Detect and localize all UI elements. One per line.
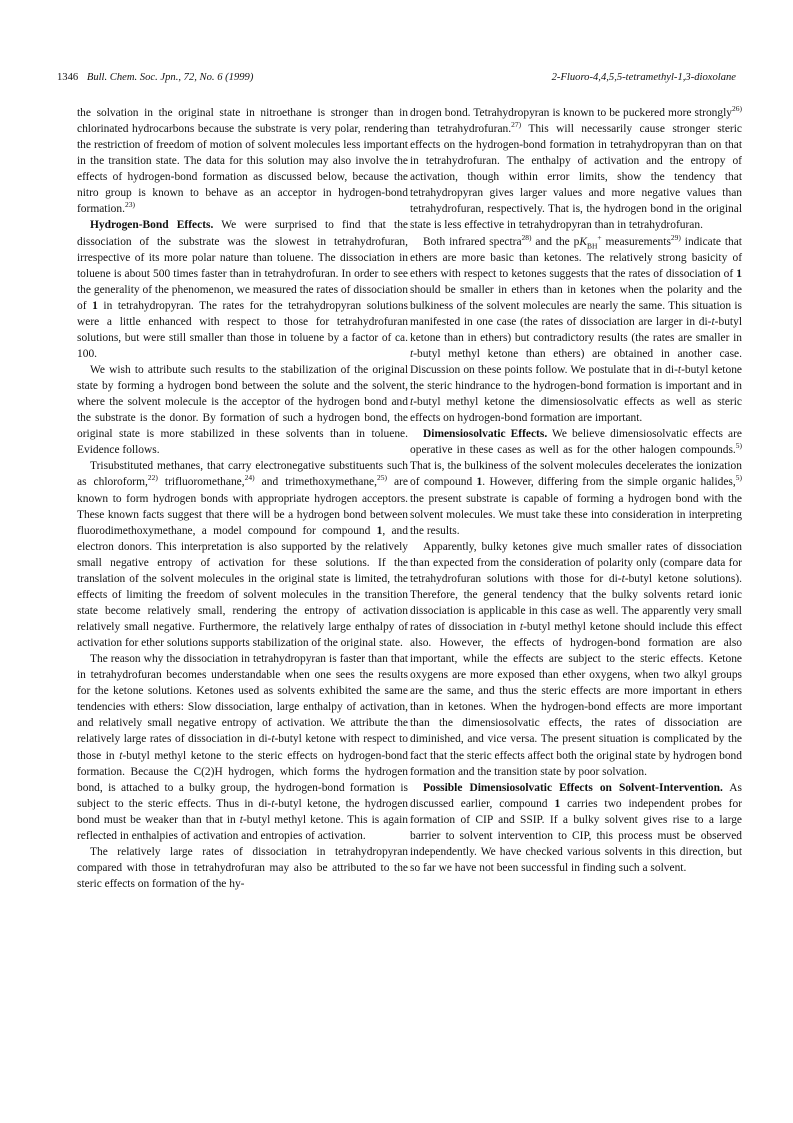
- compound-number: 1: [92, 299, 98, 312]
- paragraph-text: -butyl methyl ketone to the steric effects on hydrogen-bond formation. Because the C(2)H hydrogen, which forms the hydrogen bond, is attached to a bulky group, the hydrogen-bond formation is subject to the steric effects. Thus in di-: [77, 749, 408, 810]
- paragraph-text: should be smaller in ethers than in ketones when the polarity and the bulkiness of the solvent molecules are nearly the same. This situation is manifested in one case (the rates of dissociation are larger in di-: [410, 283, 742, 328]
- paragraph-text: That is, the bulkiness of the solvent molecules decelerates the ionization of compound: [410, 460, 742, 489]
- paragraph-text: As discussed earlier, compound: [410, 781, 743, 810]
- paragraph: [77, 844, 408, 892]
- paragraph-text: -butyl methyl ketone the dimensiosolvatic effects as well as steric effects on hydrogen-bond formation are important.: [410, 396, 742, 425]
- reference-marker: 28): [521, 232, 532, 242]
- paragraph-text: are known to form hydrogen bonds with appropriate hydrogen acceptors. These known facts suggest that there will be a hydrogen bond between fluorodimethoxymethane, a model compound for compound: [77, 476, 408, 537]
- paragraph-text: drogen bond. Tetrahydropyran is known to be puckered more strongly: [410, 107, 732, 119]
- paragraph-text: We wish to attribute such results to the stabilization of the original state by forming a hydrogen bond between the solute and the solvent, where the solvent molecule is the acceptor of the hydrogen bond and the substrate is the donor. By formation of such a hydrogen bond, the original state is more stabilized in these solvents than in toluene. Evidence follows.: [77, 364, 408, 457]
- paragraph-text: Both infrared spectra: [423, 235, 522, 248]
- paragraph-text: Apparently, bulky ketones give much smaller rates of dissociation than expected from the consideration of polarity only (compare data for tetrahydrofuran solutions with those for di-: [410, 540, 742, 585]
- paragraph-text: trifluoromethane,: [164, 476, 245, 489]
- paragraph-text: -butyl ketone, the hydrogen bond must be weaker than that in: [77, 797, 409, 826]
- header-left: [57, 72, 253, 83]
- paragraph: [77, 458, 408, 651]
- paragraph-text: Trisubstituted methanes, that carry electronegative substituents such as chloroform,: [77, 460, 408, 489]
- paragraph-text: -butyl methyl ketone than ethers) are obtained in another case. Discussion on these points follow. We postulate that in di-: [410, 347, 742, 376]
- paragraph: [77, 217, 408, 362]
- journal-citation: Bull. Chem. Soc. Jpn., 72, No. 6 (1999): [86, 72, 254, 83]
- paragraph-text: and trimethoxymethane,: [261, 476, 377, 489]
- italic-t: t: [711, 315, 715, 328]
- paragraph-text: carries two independent probes for formation of CIP and SSIP. If a bulky solvent gives rise to a large barrier to solvent intervention to CIP, this process must be observed independently. We have checked various solvents in this direction, but so far we have not been successful in finding such a solvent.: [410, 797, 743, 874]
- paragraph-text: We were surprised to find that the dissociation of the substrate was the slowest in tetrahydrofuran, irrespective of its more polar nature than toluene. The dissociation in toluene is about 500 times faster than in tetrahydrofuran. In order to see the generality of the phenomenon, we measured the rates of dissociation of: [77, 219, 408, 312]
- italic-t: t: [677, 364, 682, 376]
- paragraph-text: the solvation in the original state in nitroethane is stronger than in chlorinated hydrocarbons because the substrate is very polar, rendering the restriction of freedom of motion of solvent molecules less important in the transition state. The data for this solution may also involve the effects of hydrogen-bond formation as discussed below, because the nitro group is known to behave as an acceptor in hydrogen-bond formation.: [77, 107, 408, 216]
- paragraph: [410, 234, 742, 427]
- paragraph-text: measurements: [605, 235, 671, 248]
- paragraph-text: than tetrahydrofuran.: [410, 123, 512, 136]
- paragraph: [410, 780, 742, 876]
- reference-marker: 27): [511, 120, 522, 130]
- paragraph-text: -butyl ketone the steric hindrance to the hydrogen-bond formation is important and in: [410, 364, 742, 393]
- compound-number: 1: [736, 267, 742, 280]
- page-number: 1346: [57, 72, 79, 83]
- paragraph-text: -butyl ketone solutions). Therefore, the general tendency that the bulky solvents retard ionic dissociation is applicable in this case as well. The apparently very small rates of dissociation in: [410, 572, 742, 633]
- paragraph: [410, 426, 742, 538]
- paragraph-text: -butyl methyl ketone should include this effect also. However, the effects of hydrogen-bond formation are also important, while the effects are subject to the steric effects. Ketone oxygens are more exposed than ether oxygens, when two alkyl groups are the same, and thus the steric effects are more important in ethers than in ketones. When the hydrogen-bond effects are more important than the dimensiosolvatic effects, the rates of dissociation are diminished, and vice versa. The present situation is complicated by the fact that the steric effects affect both the original state by hydrogen bond formation and the transition state by poor solvation.: [410, 621, 743, 778]
- paragraph-text: . However, differing from the simple organic halides,: [482, 476, 736, 489]
- reference-marker: 26): [732, 104, 742, 114]
- italic-t: t: [621, 572, 625, 585]
- paragraph-text: -butyl methyl ketone. This is again reflected in enthalpies of activation and entropies of activation.: [77, 813, 408, 842]
- compound-number: 1: [554, 797, 561, 810]
- paragraph-text: and the p: [535, 235, 580, 248]
- reference-marker: 25): [377, 473, 387, 483]
- paragraph-text: -butyl ketone with respect to those in: [77, 733, 408, 762]
- paragraph-text: We believe dimensiosolvatic effects are operative in these cases as well as for the other halogen compounds.: [410, 428, 743, 457]
- compound-number: 1: [476, 476, 483, 489]
- italic-t: t: [410, 396, 414, 409]
- running-title: 2-Fluoro-4,4,5,5-tetramethyl-1,3-dioxolane: [551, 72, 736, 83]
- paragraph: [410, 539, 742, 780]
- italic-t: t: [271, 797, 275, 810]
- paragraph-text: , and electron donors. This interpretation is also supported by the relatively small negative entropy of activation for these solutions. If the translation of the solvent molecules in the original state is limited, the effects of limiting the freedom of solvent molecules in the transition state become relatively small, rendering the entropy of activation relatively small negative. Furthermore, the relatively large enthalpy of activation for ether solutions supports stabilization of the original state.: [77, 524, 408, 650]
- italic-t: t: [271, 733, 275, 746]
- subscript-bh: BH: [586, 240, 598, 250]
- paragraph-text: -butyl ketone than in ethers) but contradictory results (the rates are smaller in: [410, 315, 742, 344]
- reference-marker: 23): [124, 200, 135, 210]
- superscript-plus: +: [597, 232, 602, 242]
- right-column: [410, 105, 742, 876]
- running-header: [57, 72, 736, 88]
- paragraph-text: in tetrahydropyran. The rates for the tetrahydropyran solutions were a little enhanced with respect to those for tetrahydrofuran solutions, but were still smaller than those in toluene by a factor of ca. 100.: [77, 299, 409, 360]
- italic-t: t: [239, 813, 243, 826]
- left-column: [77, 105, 408, 892]
- section-heading: Hydrogen-Bond Effects.: [90, 219, 214, 232]
- reference-marker: 24): [244, 473, 255, 483]
- paragraph-text: indicate that ethers are more basic than ketones. The relatively strong basicity of ethers with respect to ketones suggests that the rates of dissociation of: [410, 235, 742, 280]
- italic-k: K: [579, 235, 587, 248]
- paragraph: [77, 651, 408, 844]
- paragraph-text: This will necessarily cause stronger steric effects on the hydrogen-bond formation in tetrahydropyran than on that in tetrahydrofuran. The enthalpy of activation and the entropy of activation, though within error limits, show the tendency that tetrahydropyran gives larger values and more negative values than tetrahydrofuran, respectively. That is, the hydrogen bond in the original state is less effective in tetrahydropyran than in tetrahydrofuran.: [410, 123, 742, 232]
- italic-t: t: [119, 749, 123, 762]
- paragraph-text: the present substrate is capable of forming a hydrogen bond with the solvent molecules. We must take these into consideration in interpreting the results.: [410, 492, 742, 537]
- compound-number: 1: [376, 524, 383, 537]
- italic-t: t: [410, 347, 414, 360]
- reference-marker: 5): [735, 441, 742, 451]
- reference-marker: 22): [147, 473, 158, 483]
- section-heading: Dimensiosolvatic Effects.: [423, 428, 548, 441]
- reference-marker: 5): [735, 473, 742, 483]
- paragraph: [77, 362, 408, 458]
- paragraph: [77, 105, 408, 217]
- paragraph-text: The reason why the dissociation in tetrahydropyran is faster than that in tetrahydrofuran becomes understandable when one sees the results for the ketone solutions. Ketones used as solvents exhibited the same tendencies with ethers: Slow dissociation, large enthalpy of activation, and relatively small negative entropy of activation. We attribute the relatively large rates of dissociation in di-: [77, 653, 408, 746]
- italic-t: t: [519, 621, 524, 633]
- paragraph: [410, 105, 742, 234]
- reference-marker: 29): [670, 232, 681, 242]
- paragraph-text: The relatively large rates of dissociation in tetrahydropyran compared with those in tetrahydrofuran may also be attributed to the steric effects on formation of the hy-: [77, 845, 408, 890]
- section-heading: Possible Dimensiosolvatic Effects on Solvent-Intervention.: [423, 781, 723, 794]
